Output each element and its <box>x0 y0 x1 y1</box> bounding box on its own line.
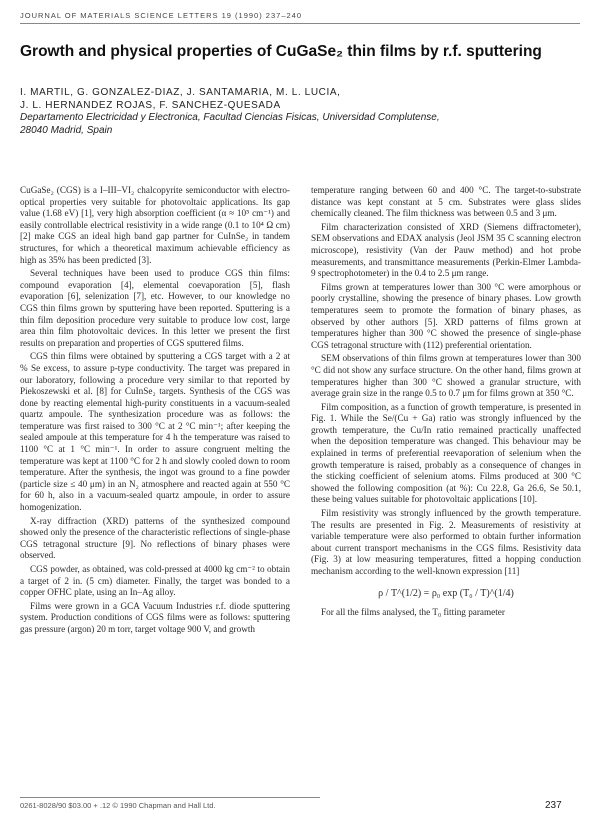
copyright-footer: 0261-8028/90 $03.00 + .12 © 1990 Chapman and Hall Ltd. <box>20 797 320 810</box>
paragraph: Films grown at temperatures lower than 300 °C were amorphous or poorly crystalline, showing the presence of binary phases. Low growth temperatures seem to promote the formation of binary phases, as observed by other authors [5]. XRD patterns of films grown at temperatures higher than 300 °C showed the presence of single-phase CGS tetragonal structure with (112) preferential orientation. <box>311 281 581 350</box>
paragraph: CGS powder, as obtained, was cold-pressed at 4000 kg cm⁻² to obtain a target of 2 in. (5 cm) diameter. Finally, the target was bonded to a copper OFHC plate, using an In–Ag alloy. <box>20 564 290 598</box>
affiliation-line-2: 28040 Madrid, Spain <box>20 124 113 136</box>
paragraph: Film composition, as a function of growth temperature, is presented in Fig. 1. While the Se/(Cu + Ga) ratio was strongly influenced by the growth temperature, the Cu/In ratio remained practically unaffected when the deposition temperature was changed. This behaviour may be explained in terms of preferential reevaporation of selenium when the growth temperature is raised, probably as a consequence of changes in the sticking coefficient of selenium atoms. Films produced at 300 °C showed the following composition (at %): Cu 22.8, Ga 26.6, Se 50.1, these being values suitable for photovoltaic applications [10]. <box>311 401 581 505</box>
page-number: 237 <box>545 800 562 811</box>
running-head: JOURNAL OF MATERIALS SCIENCE LETTERS 19 (1990) 237–240 <box>20 11 580 24</box>
paragraph: temperature ranging between 60 and 400 °C. The target-to-substrate distance was kept constant at 5 cm. Substrates were glass slides chemically cleaned. The film thickness was between 0.5 and 3 μm. <box>311 185 581 219</box>
affiliation-line-1: Departamento Electricidad y Electronica, Facultad Ciencias Fisicas, Universidad Complutense, <box>20 112 440 123</box>
paragraph: Films were grown in a GCA Vacuum Industries r.f. diode sputtering system. Production conditions of CGS films were as follows: sputtering gas pressure (argon) 20 m torr, target voltage 900 V, and growth <box>20 600 290 634</box>
author-block <box>20 87 580 137</box>
author-line-2: J. L. HERNANDEZ ROJAS, F. SANCHEZ-QUESADA <box>20 99 281 111</box>
paragraph: X-ray diffraction (XRD) patterns of the synthesized compound showed only the presence of the characteristic reflections of single-phase CGS tetragonal structure [9]. No reflections of binary phases were observed. <box>20 515 290 561</box>
hopping-equation: ρ / T^(1/2) = ρ₀ exp (T₀ / T)^(1/4) <box>378 587 514 599</box>
paragraph: For all the films analysed, the T₀ fitting parameter <box>321 607 505 618</box>
article-title: Growth and physical properties of CuGaSe₂ thin films by r.f. sputtering <box>20 43 542 60</box>
right-column <box>311 185 581 621</box>
author-line-1: I. MARTIL, G. GONZALEZ-DIAZ, J. SANTAMARIA, M. L. LUCIA, <box>20 87 341 98</box>
paragraph: Film resistivity was strongly influenced by the growth temperature. The results are presented in Fig. 2. Measurements of resistivity at variable temperature were also performed to obtain further information about current transport mechanisms in the CGS films. Resistivity data (Fig. 3) at low measuring temperatures, fitted a hopping conduction mechanism according to the well-known expression [11] <box>311 508 581 576</box>
paragraph: SEM observations of thin films grown at temperatures lower than 300 °C did not show any surface structure. On the other hand, films grown at temperatures higher than 300 °C showed a granular structure, with average grain size in the range 0.5 to 0.7 μm for films grown at 350 °C. <box>311 353 581 399</box>
paragraph: Film characterization consisted of XRD (Siemens diffractometer), SEM observations and EDAX analysis (Jeol JSM 35 C scanning electron microscope), resistivity (Van der Pauw method) and hot probe measurements, and transmittance measurements (Perkin-Elmer Lambda-9 spectrophotometer) in the 0.4 to 2.5 μm range. <box>311 221 581 279</box>
paragraph: CGS thin films were obtained by sputtering a CGS target with a 2 at % Se excess, to assure p-type conductivity. The target was prepared in our laboratory, following a procedure very similar to that reported by Piekoszewski et al. [8] for CuInSe₂ targets. Synthesis of the CGS was done by reacting elemental high-purity constituents in a vacuum-sealed quartz ampoule. The synthesization procedure was as follows: the temperature was first raised to 300 °C at 2 °C min⁻¹; after keeping the sealed ampoule at this temperature for 4 h the temperature was raised to 1100 °C at 1 °C min⁻¹. In order to assure congruent melting the temperature was kept at 1100 °C for 2 h and slowly cooled down to room temperature. After the synthesis, the ingot was ground to a fine powder (particle size ≤ 40 μm) in an N₂ atmosphere and reacted again at 550 °C for 60 h, also in a vacuum-sealed quartz ampoule, in order to assure homogenization. <box>20 351 290 513</box>
paragraph: Several techniques have been used to produce CGS thin films: compound evaporation [4], elemental coevaporation [5], flash evaporation [6], selenization [7], etc. However, to our knowledge no CGS thin films grown by sputtering have been reported. Sputtering is a thin film deposition procedure very suitable to produce low cost, large area thin film photovoltaic devices. In this letter we present the first results on preparation and properties of CGS sputtered films. <box>20 268 290 348</box>
paragraph: CuGaSe₂ (CGS) is a I–III–VI₂ chalcopyrite semiconductor with electro-optical properties very suitable for photovoltaic applications. Its gap value (1.68 eV) [1], very high absorption coefficient (α ≈ 10⁵ cm⁻¹) and easily controllable electrical resistivity in a wide range (0.1 to 10⁴ Ω cm) [2] make CGS an ideal high band gap partner for CuInSe₂ in tandem structures, for which a theoretical maximum achievable efficiency as high as 35% has been predicted [3]. <box>20 185 290 265</box>
left-column <box>20 185 290 638</box>
